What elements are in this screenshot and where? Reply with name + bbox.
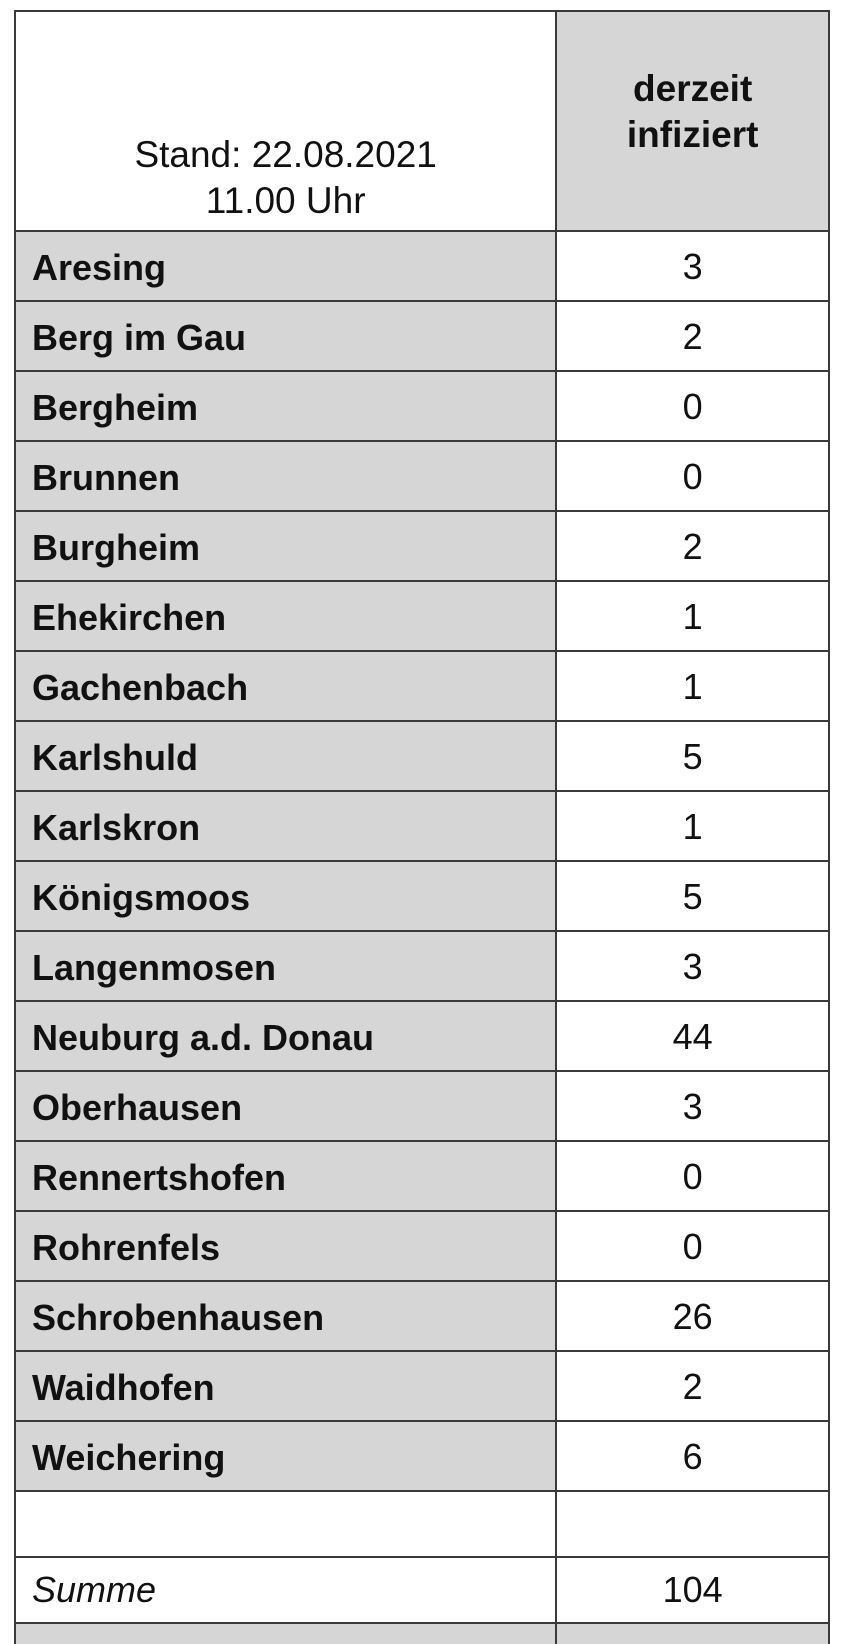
table-row [15,231,829,301]
infected-count: 0 [556,371,829,441]
summary-value: 104 [556,1557,829,1623]
infected-count: 2 [556,301,829,371]
infected-count: 0 [556,1141,829,1211]
table-row [15,1141,829,1211]
table-row [15,791,829,861]
header-row [15,11,829,231]
blank-cell [556,1491,829,1557]
municipality-name: Weichering [15,1421,556,1491]
table-row [15,1351,829,1421]
municipality-name: Schrobenhausen [15,1281,556,1351]
table-row [15,301,829,371]
infected-count: 1 [556,791,829,861]
infected-count: 2 [556,1351,829,1421]
table-row [15,1001,829,1071]
municipality-name: Brunnen [15,441,556,511]
table-row [15,861,829,931]
infected-count: 1 [556,651,829,721]
municipality-name: Gachenbach [15,651,556,721]
municipality-name: Königsmoos [15,861,556,931]
infected-count: 3 [556,1071,829,1141]
trailing-cell [15,1623,556,1644]
stand-time: 11.00 Uhr [205,180,366,221]
blank-cell [15,1491,556,1557]
infected-count: 2 [556,511,829,581]
table-row [15,1421,829,1491]
column-header-infected [556,11,829,231]
stand-date: Stand: 22.08.2021 [134,134,437,175]
infected-count: 6 [556,1421,829,1491]
column-header-line1: derzeit [633,68,753,109]
blank-row [15,1491,829,1557]
municipality-name: Neuburg a.d. Donau [15,1001,556,1071]
infected-count: 3 [556,231,829,301]
infected-count: 26 [556,1281,829,1351]
summary-row [15,1557,829,1623]
table-row [15,931,829,1001]
infected-count: 3 [556,931,829,1001]
table-row [15,371,829,441]
municipality-name: Langenmosen [15,931,556,1001]
summary-label: Summe [15,1557,556,1623]
infected-count: 5 [556,721,829,791]
trailing-row [15,1623,829,1644]
municipality-name: Ehekirchen [15,581,556,651]
table-row [15,651,829,721]
infected-count: 44 [556,1001,829,1071]
table-row [15,511,829,581]
infected-count: 1 [556,581,829,651]
table-row [15,721,829,791]
infected-count: 0 [556,441,829,511]
trailing-cell [556,1623,829,1644]
infection-table [14,10,830,1644]
municipality-name: Waidhofen [15,1351,556,1421]
stand-cell [15,11,556,231]
municipality-name: Aresing [15,231,556,301]
table-row [15,1071,829,1141]
table-row [15,1281,829,1351]
table-row [15,1211,829,1281]
municipality-name: Oberhausen [15,1071,556,1141]
infection-table-sheet [14,10,830,1610]
column-header-line2: infiziert [626,114,759,155]
municipality-name: Karlskron [15,791,556,861]
municipality-name: Rennertshofen [15,1141,556,1211]
infected-count: 0 [556,1211,829,1281]
municipality-name: Burgheim [15,511,556,581]
municipality-name: Bergheim [15,371,556,441]
table-row [15,581,829,651]
municipality-name: Karlshuld [15,721,556,791]
infected-count: 5 [556,861,829,931]
table-row [15,441,829,511]
municipality-name: Berg im Gau [15,301,556,371]
municipality-name: Rohrenfels [15,1211,556,1281]
